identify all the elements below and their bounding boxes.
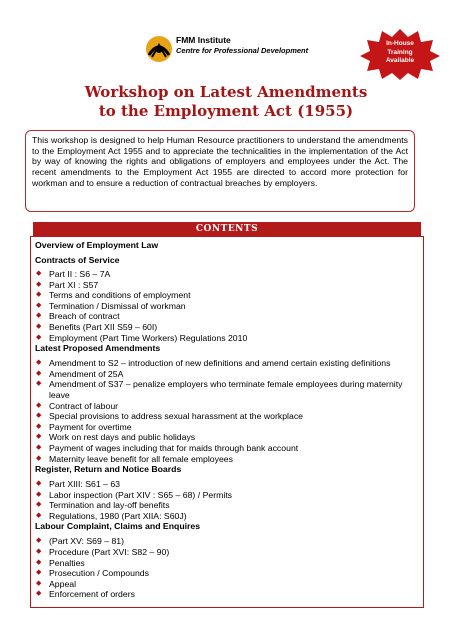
list-item bbox=[35, 443, 419, 454]
list-item-text: Labor inspection (Part XIV : S65 – 68) / Permits bbox=[49, 489, 233, 500]
list-item-text: Amendment of S37 – penalize employers who terminate female employees during maternity leave bbox=[49, 379, 403, 400]
list-item bbox=[35, 579, 419, 590]
page-title bbox=[0, 83, 452, 121]
intro-box bbox=[25, 130, 415, 212]
list-item bbox=[35, 568, 419, 579]
list-item bbox=[35, 511, 419, 522]
list-item bbox=[35, 589, 419, 600]
section-list bbox=[35, 358, 419, 464]
list-item bbox=[35, 547, 419, 558]
fmm-logo-icon bbox=[145, 35, 173, 63]
diamond-bullet-icon: ◆ bbox=[36, 433, 42, 441]
diamond-bullet-icon: ◆ bbox=[36, 412, 42, 420]
list-item-text: Terms and conditions of employment bbox=[49, 290, 191, 301]
diamond-bullet-icon: ◆ bbox=[36, 312, 42, 320]
badge-text bbox=[358, 40, 442, 66]
list-item-text: Employment (Part Time Workers) Regulations 2010 bbox=[49, 332, 248, 343]
header bbox=[0, 0, 452, 80]
diamond-bullet-icon: ◆ bbox=[36, 270, 42, 277]
diamond-bullet-icon: ◆ bbox=[36, 579, 42, 587]
list-item bbox=[35, 411, 419, 422]
section-list bbox=[35, 536, 419, 600]
list-item bbox=[35, 333, 419, 344]
title-line-2: to the Employment Act (1955) bbox=[98, 102, 354, 120]
list-item bbox=[35, 322, 419, 333]
list-item bbox=[35, 536, 419, 547]
badge-line-2: Training bbox=[387, 48, 413, 56]
contents-sections bbox=[35, 255, 419, 600]
list-item-text: Special provisions to address sexual harassment at the workplace bbox=[49, 411, 303, 422]
list-item-text: Payment of wages including that for maids through bank account bbox=[49, 442, 299, 453]
org-subtitle: Centre for Professional Development bbox=[176, 46, 309, 55]
list-item-text: Amendment to S2 – introduction of new definitions and amend certain existing definitions bbox=[49, 358, 391, 369]
list-item-text: Part XIII: S61 – 63 bbox=[49, 479, 120, 490]
section-heading: Latest Proposed Amendments bbox=[35, 343, 161, 354]
list-item bbox=[35, 301, 419, 312]
list-item-text: Procedure (Part XVI: S82 – 90) bbox=[49, 547, 170, 558]
list-item bbox=[35, 280, 419, 291]
list-item bbox=[35, 454, 419, 465]
list-item bbox=[35, 358, 419, 369]
section-heading: Contracts of Service bbox=[35, 255, 120, 265]
list-item bbox=[35, 401, 419, 412]
diamond-bullet-icon: ◆ bbox=[36, 501, 42, 509]
list-item-text: Benefits (Part XII S59 – 60I) bbox=[49, 321, 158, 332]
list-item-text: Maternity leave benefit for all female employees bbox=[49, 453, 233, 464]
list-item-text: Work on rest days and public holidays bbox=[49, 432, 196, 443]
list-item bbox=[35, 290, 419, 301]
contents-heading: CONTENTS bbox=[33, 222, 421, 236]
diamond-bullet-icon: ◆ bbox=[36, 401, 42, 409]
diamond-bullet-icon: ◆ bbox=[36, 301, 42, 309]
diamond-bullet-icon: ◆ bbox=[36, 322, 42, 330]
diamond-bullet-icon: ◆ bbox=[36, 291, 42, 299]
diamond-bullet-icon: ◆ bbox=[36, 511, 42, 519]
diamond-bullet-icon: ◆ bbox=[36, 369, 42, 377]
badge-line-1: In-House bbox=[386, 40, 414, 47]
org-name: FMM Institute bbox=[176, 35, 231, 45]
diamond-bullet-icon: ◆ bbox=[36, 490, 42, 498]
title-line-1: Workshop on Latest Amendments bbox=[84, 83, 368, 101]
intro-text: This workshop is designed to help Human Resource practitioners to understand the amendments to the Employment Act 1955 and to appreciate the technicalities in the implementation of the Act by way of knowing the rights and obligations of employers and employees under the Act. The recent amendments to the Employment Act 1955 are directed to accord more protection for workman and to ensure a reduction of contractual breaches by employers. bbox=[32, 135, 408, 188]
section-list bbox=[35, 269, 419, 343]
list-item bbox=[35, 379, 419, 400]
diamond-bullet-icon: ◆ bbox=[36, 537, 42, 545]
diamond-bullet-icon: ◆ bbox=[36, 280, 42, 288]
diamond-bullet-icon: ◆ bbox=[36, 569, 42, 577]
list-item-text: Appeal bbox=[49, 578, 77, 589]
list-item-text: Part XI : S57 bbox=[49, 279, 99, 290]
list-item bbox=[35, 500, 419, 511]
list-item bbox=[35, 311, 419, 322]
diamond-bullet-icon: ◆ bbox=[36, 454, 42, 462]
section-heading: Labour Complaint, Claims and Enquires bbox=[35, 521, 201, 532]
diamond-bullet-icon: ◆ bbox=[36, 558, 42, 566]
list-item-text: Breach of contract bbox=[49, 311, 120, 322]
list-item-text: Penalties bbox=[49, 557, 85, 568]
diamond-bullet-icon: ◆ bbox=[36, 480, 42, 488]
contents-box bbox=[30, 236, 424, 608]
list-item-text: Contract of labour bbox=[49, 400, 119, 411]
list-item-text: Enforcement of orders bbox=[49, 589, 135, 600]
list-item bbox=[35, 479, 419, 490]
list-item-text: Amendment of 25A bbox=[49, 368, 124, 379]
badge-line-3: Available bbox=[385, 57, 415, 64]
list-item-text: Part II : S6 – 7A bbox=[49, 269, 111, 279]
diamond-bullet-icon: ◆ bbox=[36, 443, 42, 451]
diamond-bullet-icon: ◆ bbox=[36, 548, 42, 556]
diamond-bullet-icon: ◆ bbox=[36, 333, 42, 341]
section-list bbox=[35, 479, 419, 521]
diamond-bullet-icon: ◆ bbox=[36, 359, 42, 367]
list-item-text: Payment for overtime bbox=[49, 421, 132, 432]
diamond-bullet-icon: ◆ bbox=[36, 422, 42, 430]
list-item-text: Prosecution / Compounds bbox=[49, 568, 149, 579]
list-item-text: Termination / Dismissal of workman bbox=[49, 300, 186, 311]
list-item bbox=[35, 432, 419, 443]
section-heading: Register, Return and Notice Boards bbox=[35, 464, 182, 475]
overview-heading: Overview of Employment Law bbox=[35, 240, 159, 250]
list-item bbox=[35, 369, 419, 380]
list-item bbox=[35, 558, 419, 569]
list-item bbox=[35, 422, 419, 433]
diamond-bullet-icon: ◆ bbox=[36, 380, 42, 388]
list-item-text: Regulations, 1980 (Part XIIA: S60J) bbox=[49, 510, 187, 521]
list-item bbox=[35, 490, 419, 501]
list-item bbox=[35, 269, 419, 280]
diamond-bullet-icon: ◆ bbox=[36, 590, 42, 598]
list-item-text: (Part XV: S69 – 81) bbox=[49, 536, 125, 547]
list-item-text: Termination and lay-off benefits bbox=[49, 500, 170, 511]
